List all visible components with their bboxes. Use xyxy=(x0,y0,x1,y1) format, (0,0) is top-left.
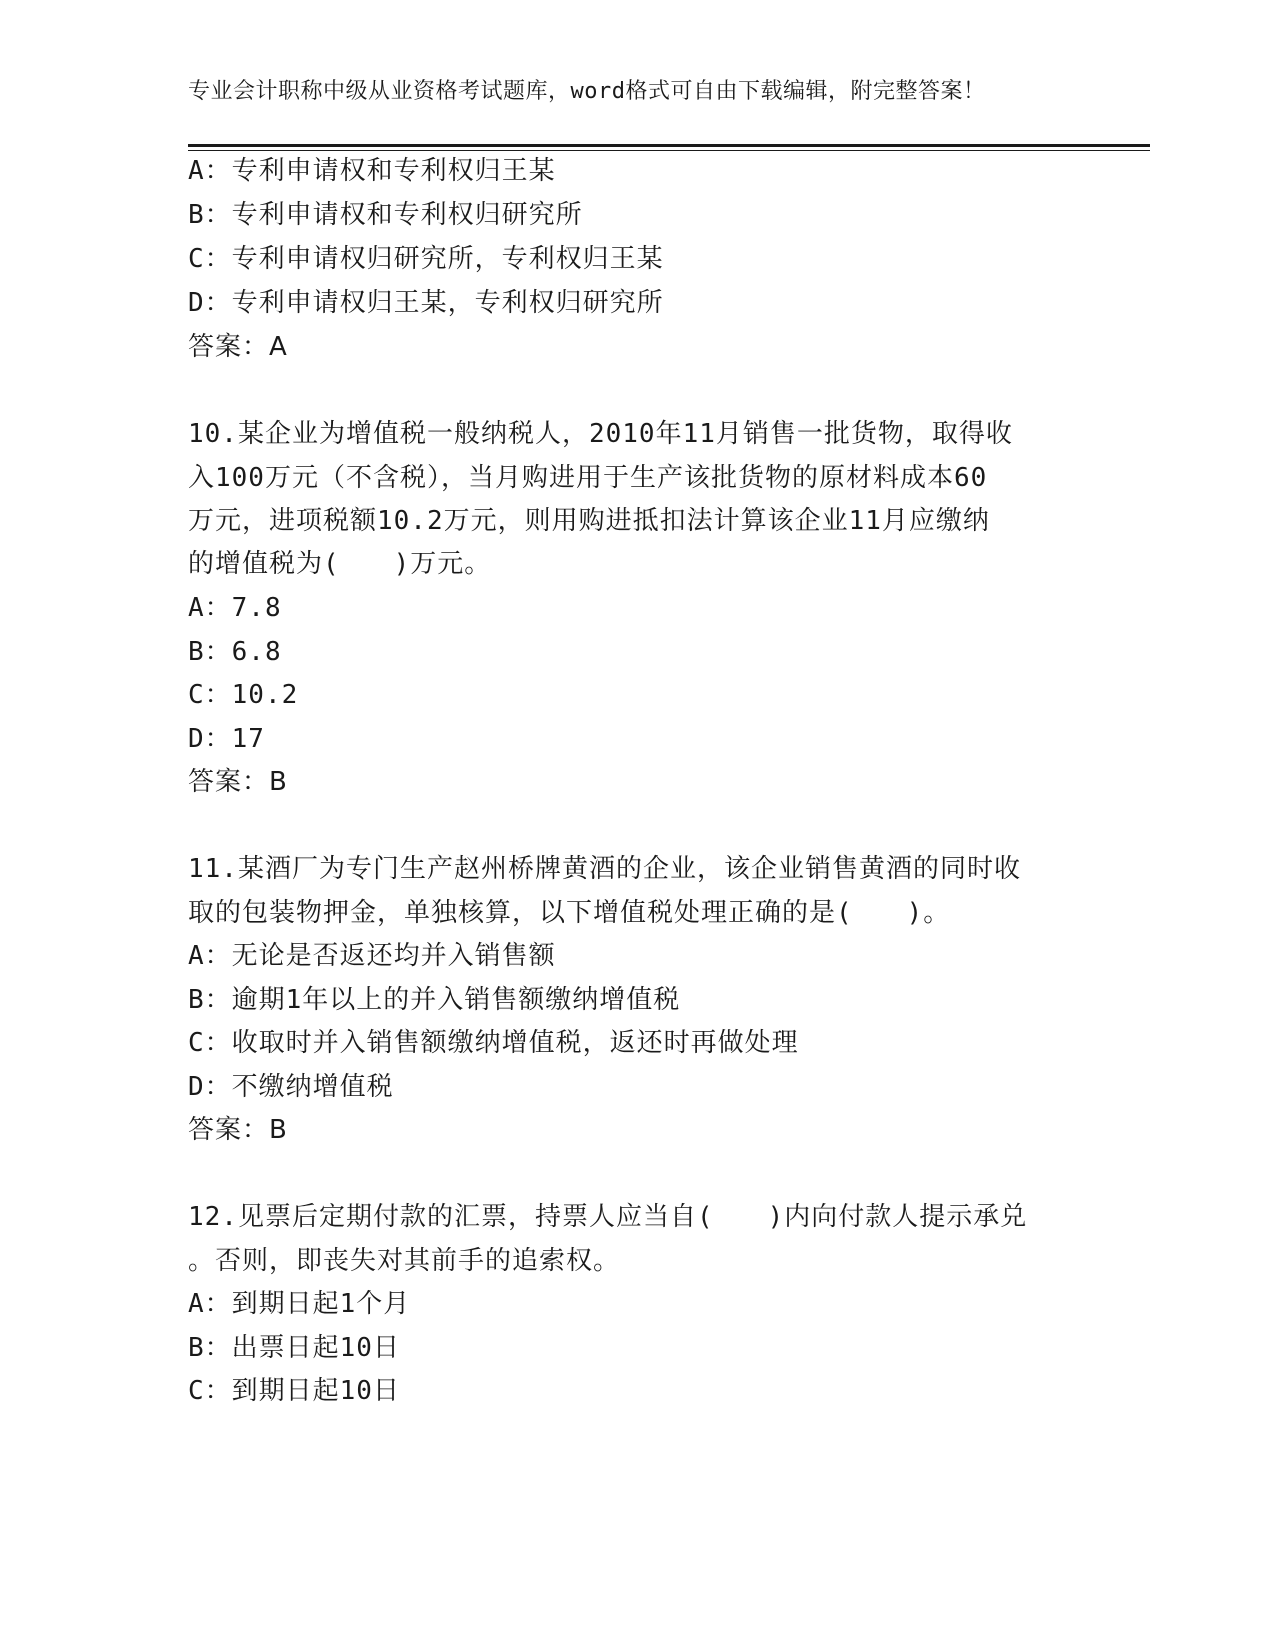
q9-option-c: C：专利申请权归研究所，专利权归王某 xyxy=(188,244,664,274)
q10-stem-line-1: 10.某企业为增值税一般纳税人，2010年11月销售一批货物，取得收 xyxy=(188,419,1013,449)
q9-option-b: B：专利申请权和专利权归研究所 xyxy=(188,200,583,230)
q12-option-c: C：到期日起10日 xyxy=(188,1376,400,1406)
q10-stem-line-4: 的增值税为( )万元。 xyxy=(188,549,492,579)
q11-option-a: A：无论是否返还均并入销售额 xyxy=(188,941,556,971)
q9-option-d: D：专利申请权归王某，专利权归研究所 xyxy=(188,288,664,318)
q10-answer: 答案：B xyxy=(188,767,288,797)
q10-option-c: C：10.2 xyxy=(188,680,299,710)
header-rule-thin xyxy=(188,150,1150,151)
q10-option-b: B：6.8 xyxy=(188,637,282,667)
page-header: 专业会计职称中级从业资格考试题库，word格式可自由下载编辑，附完整答案！ xyxy=(188,79,986,104)
q11-stem-line-2: 取的包装物押金，单独核算，以下增值税处理正确的是( )。 xyxy=(188,898,951,928)
q9-answer: 答案：A xyxy=(188,332,288,362)
header-rule-thick xyxy=(188,144,1150,147)
q9-option-a: A：专利申请权和专利权归王某 xyxy=(188,156,556,186)
q11-option-b: B：逾期1年以上的并入销售额缴纳增值税 xyxy=(188,985,681,1015)
q11-option-d: D：不缴纳增值税 xyxy=(188,1072,394,1102)
q10-stem-line-3: 万元，进项税额10.2万元，则用购进抵扣法计算该企业11月应缴纳 xyxy=(188,506,990,536)
q10-option-d: D：17 xyxy=(188,724,265,754)
q12-option-a: A：到期日起1个月 xyxy=(188,1289,411,1319)
q11-stem-line-1: 11.某酒厂为专门生产赵州桥牌黄酒的企业，该企业销售黄酒的同时收 xyxy=(188,854,1021,884)
q11-option-c: C：收取时并入销售额缴纳增值税，返还时再做处理 xyxy=(188,1028,799,1058)
q12-stem-line-2: 。否则，即丧失对其前手的追索权。 xyxy=(188,1246,621,1276)
q10-stem-line-2: 入100万元（不含税），当月购进用于生产该批货物的原材料成本60 xyxy=(188,463,988,493)
q12-option-b: B：出票日起10日 xyxy=(188,1333,400,1363)
q10-option-a: A：7.8 xyxy=(188,593,282,623)
q11-answer: 答案：B xyxy=(188,1115,288,1145)
q12-stem-line-1: 12.见票后定期付款的汇票，持票人应当自( )内向付款人提示承兑 xyxy=(188,1202,1028,1232)
